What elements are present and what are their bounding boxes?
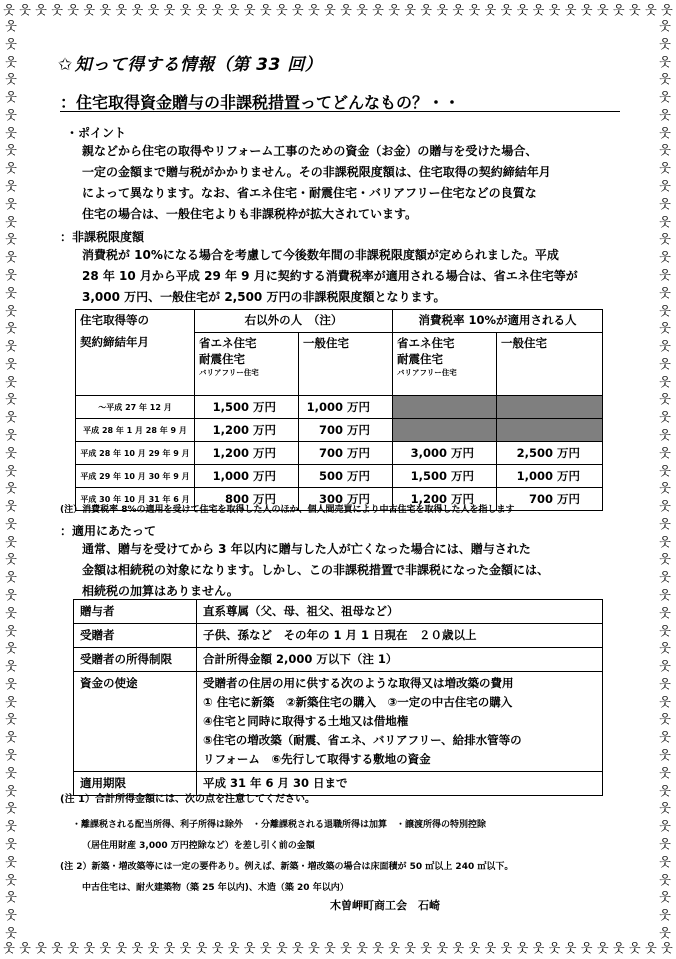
person-figure-icon: 웃 [659, 748, 671, 763]
note-2b: 中古住宅は、耐火建築物（築 25 年以内)、木造（築 20 年以内） [82, 883, 349, 893]
person-figure-icon: 웃 [659, 925, 671, 940]
person-figure-icon: 웃 [659, 214, 671, 229]
note-2: (注 2）新築・増改築等には一定の要件あり。例えば、新築・増改築の場合は床面積が 50 ㎡以上 240 ㎡以下。 [60, 862, 514, 872]
person-figure-icon: 웃 [67, 941, 79, 955]
point-heading: ・ポイント [66, 126, 127, 140]
col-header-general: 一般住宅 [299, 333, 393, 396]
person-figure-icon: 웃 [5, 552, 17, 567]
person-figure-icon: 웃 [5, 463, 17, 478]
person-figure-icon: 웃 [5, 54, 17, 69]
table-row: 贈与者 直系尊属（父、母、祖父、祖母など） [74, 600, 603, 624]
person-figure-icon: 웃 [388, 941, 400, 955]
person-figure-icon: 웃 [147, 3, 160, 17]
person-figure-icon: 웃 [5, 125, 17, 140]
person-figure-icon: 웃 [5, 854, 17, 869]
border-top [0, 2, 676, 20]
person-figure-icon: 웃 [324, 941, 336, 955]
person-figure-icon: 웃 [645, 941, 657, 955]
person-figure-icon: 웃 [99, 941, 112, 955]
person-figure-icon: 웃 [243, 941, 256, 955]
person-figure-icon: 웃 [5, 481, 17, 496]
table-row: 受贈者 子供、孫など その年の 1 月 1 日現在 ２０歳以上 [74, 624, 603, 648]
person-figure-icon: 웃 [5, 303, 17, 318]
star-outline-icon: ✩ [58, 55, 73, 75]
person-figure-icon: 웃 [659, 445, 671, 460]
table-row: 適用期限 平成 31 年 6 月 30 日まで [74, 772, 603, 796]
person-figure-icon: 웃 [5, 641, 17, 656]
person-figure-icon: 웃 [659, 107, 671, 122]
col-header-good-housing-10: 省エネ住宅 耐震住宅 バリアフリー住宅 [393, 333, 497, 396]
border-left [2, 18, 20, 941]
point-text: 親などから住宅の取得やリフォーム工事のための資金（お金）の贈与を受けた場合、 一定の金額まで贈与税がかかりません。その非課税限度額は、住宅取得の契約締結年月 によって異なります。なお、省エネ住宅・耐震住宅・バリアフリー住宅などの良質な 住宅の場合は、一般住宅よりも非課税枠が拡大されています。 [82, 144, 551, 221]
person-figure-icon: 웃 [243, 3, 256, 17]
person-figure-icon: 웃 [612, 3, 625, 17]
subtitle-underline [60, 111, 620, 112]
person-figure-icon: 웃 [629, 941, 641, 955]
person-figure-icon: 웃 [659, 570, 671, 585]
table-row: 平成 28 年 10 月 29 年 9 月 1,200 万円 700 万円 3,000 万円 2,500 万円 [76, 442, 603, 465]
person-figure-icon: 웃 [659, 321, 671, 336]
person-figure-icon: 웃 [659, 339, 671, 354]
person-figure-icon: 웃 [5, 196, 17, 211]
person-figure-icon: 웃 [659, 303, 671, 318]
person-figure-icon: 웃 [659, 641, 671, 656]
person-figure-icon: 웃 [5, 676, 17, 691]
person-figure-icon: 웃 [195, 941, 208, 955]
table-row: 受贈者の所得制限 合計所得金額 2,000 万以下（注 1） [74, 648, 603, 672]
group-header-tax10: 消費税率 10%が適用される人 [393, 310, 603, 333]
person-figure-icon: 웃 [5, 267, 17, 282]
person-figure-icon: 웃 [5, 694, 17, 709]
person-figure-icon: 웃 [67, 3, 79, 17]
person-figure-icon: 웃 [51, 3, 63, 17]
person-figure-icon: 웃 [5, 499, 17, 514]
person-figure-icon: 웃 [659, 196, 671, 211]
person-figure-icon: 웃 [659, 730, 671, 745]
person-figure-icon: 웃 [5, 19, 17, 33]
person-figure-icon: 웃 [35, 941, 47, 955]
person-figure-icon: 웃 [564, 3, 577, 17]
person-figure-icon: 웃 [372, 941, 384, 955]
na-cell [393, 396, 497, 419]
person-figure-icon: 웃 [99, 3, 112, 17]
person-figure-icon: 웃 [5, 339, 17, 354]
person-figure-icon: 웃 [659, 659, 671, 674]
person-figure-icon: 웃 [612, 941, 625, 955]
person-figure-icon: 웃 [659, 374, 671, 389]
person-figure-icon: 웃 [580, 3, 593, 17]
person-figure-icon: 웃 [659, 712, 671, 727]
person-figure-icon: 웃 [659, 179, 671, 194]
table-row: 平成 30 年 10 月 31 年 6 月 800 万円 300 万円 1,200 万円 700 万円 [76, 488, 603, 511]
table-corner: 住宅取得等の 契約締結年月 [76, 310, 195, 396]
person-figure-icon: 웃 [5, 374, 17, 389]
na-cell [497, 396, 603, 419]
person-figure-icon: 웃 [484, 3, 497, 17]
table-row: 平成 29 年 10 月 30 年 9 月 1,000 万円 500 万円 1,500 万円 1,000 万円 [76, 465, 603, 488]
person-figure-icon: 웃 [227, 3, 240, 17]
person-figure-icon: 웃 [5, 819, 17, 834]
person-figure-icon: 웃 [420, 941, 433, 955]
person-figure-icon: 웃 [5, 392, 17, 407]
person-figure-icon: 웃 [3, 941, 15, 955]
person-figure-icon: 웃 [5, 232, 17, 247]
person-figure-icon: 웃 [659, 516, 671, 531]
person-figure-icon: 웃 [629, 3, 641, 17]
person-figure-icon: 웃 [548, 3, 561, 17]
person-figure-icon: 웃 [468, 941, 481, 955]
person-figure-icon: 웃 [259, 3, 272, 17]
person-figure-icon: 웃 [659, 694, 671, 709]
person-figure-icon: 웃 [661, 3, 673, 17]
person-figure-icon: 웃 [659, 143, 671, 158]
person-figure-icon: 웃 [51, 941, 63, 955]
person-figure-icon: 웃 [356, 941, 368, 955]
person-figure-icon: 웃 [436, 3, 449, 17]
person-figure-icon: 웃 [5, 605, 17, 620]
person-figure-icon: 웃 [5, 908, 17, 923]
person-figure-icon: 웃 [659, 854, 671, 869]
person-figure-icon: 웃 [452, 941, 465, 955]
person-figure-icon: 웃 [211, 3, 224, 17]
group-header-other: 右以外の人 （注） [195, 310, 393, 333]
person-figure-icon: 웃 [5, 250, 17, 265]
table-row: 資金の使途 受贈者の住居の用に供する次のような取得又は増改築の費用 ① 住宅に新築 ②新築住宅の購入 ③一定の中古住宅の購入 ④住宅と同時に取得する土地又は借地権 ⑤住宅の増改築（耐震、省エネ、バリアフリー、給排水管等の リフォーム ⑥先行して取得する敷地の資金 [74, 672, 603, 772]
person-figure-icon: 웃 [404, 3, 416, 17]
person-figure-icon: 웃 [659, 267, 671, 282]
person-figure-icon: 웃 [500, 941, 513, 955]
person-figure-icon: 웃 [659, 783, 671, 798]
person-figure-icon: 웃 [5, 872, 17, 887]
person-figure-icon: 웃 [131, 941, 144, 955]
person-figure-icon: 웃 [147, 941, 160, 955]
person-figure-icon: 웃 [115, 3, 128, 17]
person-figure-icon: 웃 [452, 3, 465, 17]
person-figure-icon: 웃 [484, 941, 497, 955]
person-figure-icon: 웃 [372, 3, 384, 17]
person-figure-icon: 웃 [5, 730, 17, 745]
person-figure-icon: 웃 [5, 356, 17, 371]
person-figure-icon: 웃 [659, 765, 671, 780]
person-figure-icon: 웃 [659, 908, 671, 923]
person-figure-icon: 웃 [659, 819, 671, 834]
na-cell [393, 419, 497, 442]
person-figure-icon: 웃 [5, 925, 17, 940]
border-bottom [0, 940, 676, 958]
person-figure-icon: 웃 [5, 107, 17, 122]
person-figure-icon: 웃 [5, 214, 17, 229]
person-figure-icon: 웃 [659, 392, 671, 407]
person-figure-icon: 웃 [211, 941, 224, 955]
person-figure-icon: 웃 [659, 499, 671, 514]
person-figure-icon: 웃 [5, 623, 17, 638]
person-figure-icon: 웃 [659, 534, 671, 549]
person-figure-icon: 웃 [131, 3, 144, 17]
person-figure-icon: 웃 [5, 90, 17, 105]
person-figure-icon: 웃 [83, 941, 96, 955]
person-figure-icon: 웃 [659, 250, 671, 265]
person-figure-icon: 웃 [659, 676, 671, 691]
person-figure-icon: 웃 [436, 941, 449, 955]
person-figure-icon: 웃 [5, 659, 17, 674]
note-1: (注 1）合計所得金額には、次の点を注意してください。 [60, 794, 316, 805]
person-figure-icon: 웃 [83, 3, 96, 17]
person-figure-icon: 웃 [659, 285, 671, 300]
limit-heading: ：非課税限度額 [60, 230, 145, 244]
person-figure-icon: 웃 [5, 321, 17, 336]
border-right [656, 18, 674, 941]
person-figure-icon: 웃 [659, 890, 671, 905]
person-figure-icon: 웃 [115, 941, 128, 955]
person-figure-icon: 웃 [163, 941, 176, 955]
person-figure-icon: 웃 [5, 570, 17, 585]
person-figure-icon: 웃 [5, 534, 17, 549]
person-figure-icon: 웃 [5, 445, 17, 460]
person-figure-icon: 웃 [659, 623, 671, 638]
person-figure-icon: 웃 [659, 90, 671, 105]
page-title: ✩ 知って得する情報（第 33 回） [58, 55, 323, 75]
person-figure-icon: 웃 [659, 427, 671, 442]
person-figure-icon: 웃 [179, 941, 192, 955]
person-figure-icon: 웃 [292, 941, 304, 955]
person-figure-icon: 웃 [5, 588, 17, 602]
person-figure-icon: 웃 [163, 3, 176, 17]
person-figure-icon: 웃 [659, 232, 671, 247]
person-figure-icon: 웃 [659, 605, 671, 620]
person-figure-icon: 웃 [659, 552, 671, 567]
person-figure-icon: 웃 [324, 3, 336, 17]
table-row: 平成 28 年 1 月 28 年 9 月 1,200 万円 700 万円 [76, 419, 603, 442]
person-figure-icon: 웃 [659, 36, 671, 51]
person-figure-icon: 웃 [468, 3, 481, 17]
person-figure-icon: 웃 [564, 941, 577, 955]
person-figure-icon: 웃 [532, 941, 545, 955]
person-figure-icon: 웃 [388, 3, 400, 17]
apply-heading: ：適用にあたって [60, 524, 157, 538]
table1-note: (注）消費税率 8%の適用を受けて住宅を取得した人のほか、個人間売買により中古住宅を取得した人を指します [60, 505, 515, 515]
person-figure-icon: 웃 [5, 765, 17, 780]
person-figure-icon: 웃 [516, 941, 529, 955]
person-figure-icon: 웃 [596, 3, 609, 17]
person-figure-icon: 웃 [659, 161, 671, 176]
apply-text: 通常、贈与を受けてから 3 年以内に贈与した人が亡くなった場合には、贈与された 金額は相続税の対象になります。しかし、この非課税措置で非課税になった金額には、 相続税の加算はありません。 [82, 542, 550, 598]
note-1b: （居住用財産 3,000 万円控除など）を差し引く前の金額 [82, 841, 315, 851]
person-figure-icon: 웃 [5, 143, 17, 158]
subtitle: ：住宅取得資金贈与の非課税措置ってどんなもの？・・ [60, 93, 461, 112]
person-figure-icon: 웃 [659, 19, 671, 33]
person-figure-icon: 웃 [179, 3, 192, 17]
person-figure-icon: 웃 [5, 890, 17, 905]
person-figure-icon: 웃 [661, 941, 673, 955]
person-figure-icon: 웃 [5, 36, 17, 51]
person-figure-icon: 웃 [500, 3, 513, 17]
person-figure-icon: 웃 [659, 463, 671, 478]
person-figure-icon: 웃 [659, 588, 671, 602]
person-figure-icon: 웃 [227, 941, 240, 955]
person-figure-icon: 웃 [404, 941, 416, 955]
person-figure-icon: 웃 [340, 3, 352, 17]
conditions-table [73, 599, 603, 796]
person-figure-icon: 웃 [659, 836, 671, 851]
col-header-good-housing: 省エネ住宅 耐震住宅 バリアフリー住宅 [195, 333, 299, 396]
col-header-general-10: 一般住宅 [497, 333, 603, 396]
person-figure-icon: 웃 [5, 748, 17, 763]
person-figure-icon: 웃 [5, 836, 17, 851]
person-figure-icon: 웃 [580, 941, 593, 955]
person-figure-icon: 웃 [532, 3, 545, 17]
person-figure-icon: 웃 [5, 712, 17, 727]
person-figure-icon: 웃 [516, 3, 529, 17]
na-cell [497, 419, 603, 442]
person-figure-icon: 웃 [308, 3, 320, 17]
person-figure-icon: 웃 [659, 872, 671, 887]
person-figure-icon: 웃 [659, 410, 671, 425]
person-figure-icon: 웃 [5, 285, 17, 300]
person-figure-icon: 웃 [659, 801, 671, 816]
person-figure-icon: 웃 [420, 3, 433, 17]
person-figure-icon: 웃 [659, 125, 671, 140]
person-figure-icon: 웃 [19, 3, 31, 17]
person-figure-icon: 웃 [5, 516, 17, 531]
person-figure-icon: 웃 [5, 72, 17, 87]
limit-text: 消費税が 10%になる場合を考慮して今後数年間の非課税限度額が定められました。平成 28 年 10 月から平成 29 年 9 月に契約する消費税率が適用される場合は、省エネ住宅等が 3,000 万円、一般住宅が 2,500 万円の非課税限度額となります。 [82, 248, 578, 304]
table-row: ～平成 27 年 12 月 1,500 万円 1,000 万円 [76, 396, 603, 419]
person-figure-icon: 웃 [276, 941, 288, 955]
person-figure-icon: 웃 [276, 3, 288, 17]
person-figure-icon: 웃 [5, 801, 17, 816]
person-figure-icon: 웃 [5, 179, 17, 194]
person-figure-icon: 웃 [19, 941, 31, 955]
person-figure-icon: 웃 [5, 410, 17, 425]
person-figure-icon: 웃 [292, 3, 304, 17]
person-figure-icon: 웃 [5, 427, 17, 442]
person-figure-icon: 웃 [645, 3, 657, 17]
person-figure-icon: 웃 [3, 3, 15, 17]
note-1a: ・離課税される配当所得、利子所得は除外 ・分離課税される退職所得は加算 ・譲渡所得の特別控除 [72, 820, 487, 830]
person-figure-icon: 웃 [659, 54, 671, 69]
person-figure-icon: 웃 [659, 481, 671, 496]
limit-table [75, 309, 603, 511]
person-figure-icon: 웃 [659, 356, 671, 371]
person-figure-icon: 웃 [35, 3, 47, 17]
person-figure-icon: 웃 [308, 941, 320, 955]
person-figure-icon: 웃 [548, 941, 561, 955]
person-figure-icon: 웃 [5, 161, 17, 176]
person-figure-icon: 웃 [5, 783, 17, 798]
person-figure-icon: 웃 [596, 941, 609, 955]
person-figure-icon: 웃 [340, 941, 352, 955]
person-figure-icon: 웃 [259, 941, 272, 955]
person-figure-icon: 웃 [659, 72, 671, 87]
signature: 木曽岬町商工会 石崎 [330, 899, 440, 912]
person-figure-icon: 웃 [195, 3, 208, 17]
person-figure-icon: 웃 [356, 3, 368, 17]
